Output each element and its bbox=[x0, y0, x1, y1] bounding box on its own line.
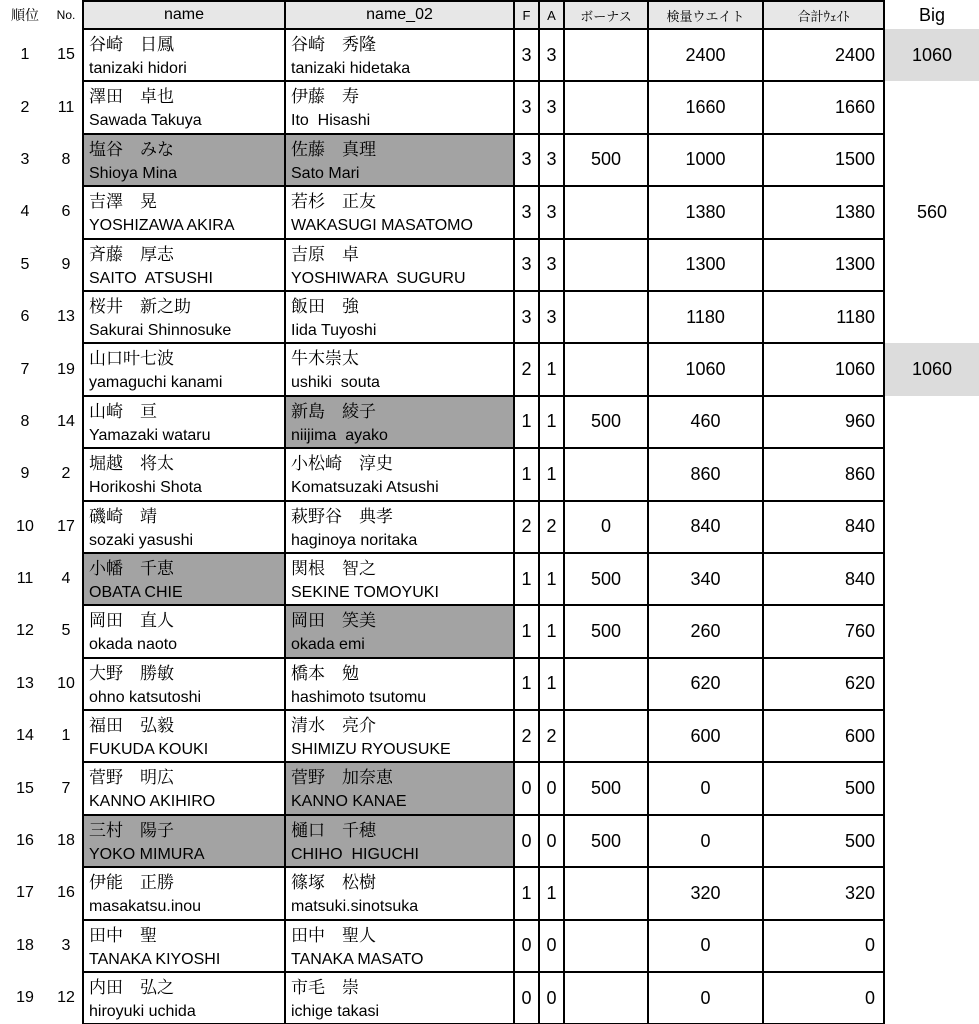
table-row bbox=[0, 710, 979, 762]
entry-number-cell: 8 bbox=[61, 150, 71, 168]
rank-cell: 14 bbox=[16, 727, 34, 745]
entry-number-cell: 5 bbox=[61, 622, 71, 640]
rank-cell: 15 bbox=[16, 779, 34, 797]
f-count-cell: 1 bbox=[514, 867, 539, 919]
bonus-cell bbox=[564, 920, 648, 972]
angler1-name-cell bbox=[83, 448, 285, 500]
table-row bbox=[0, 343, 979, 395]
total-weight-cell: 0 bbox=[763, 972, 884, 1024]
big-fish-cell bbox=[884, 501, 979, 553]
angler1-kanji-name: 菅野 明広 bbox=[89, 768, 174, 788]
big-fish-cell bbox=[884, 448, 979, 500]
angler1-romaji-name: Yamazaki wataru bbox=[89, 426, 211, 444]
angler1-romaji-name: Horikoshi Shota bbox=[89, 479, 202, 497]
bonus-cell: 500 bbox=[564, 762, 648, 814]
angler2-romaji-name: okada emi bbox=[291, 636, 365, 654]
rank-cell: 4 bbox=[20, 203, 30, 221]
total-weight-cell: 620 bbox=[763, 658, 884, 710]
f-count-cell: 3 bbox=[514, 134, 539, 186]
angler2-romaji-name: ichige takasi bbox=[291, 1003, 380, 1021]
angler2-kanji-name: 伊藤 寿 bbox=[291, 87, 359, 107]
entry-number-cell: 14 bbox=[57, 412, 75, 430]
big-fish-cell: 560 bbox=[916, 201, 948, 222]
angler2-name-cell bbox=[285, 867, 514, 919]
big-fish-cell bbox=[884, 81, 979, 133]
weighed-weight-cell: 2400 bbox=[648, 29, 763, 81]
angler1-kanji-name: 斉藤 厚志 bbox=[89, 244, 174, 264]
weighed-weight-cell: 620 bbox=[648, 658, 763, 710]
angler2-kanji-name: 飯田 強 bbox=[291, 296, 359, 316]
angler1-romaji-name: TANAKA KIYOSHI bbox=[89, 950, 221, 968]
f-count-cell: 0 bbox=[514, 920, 539, 972]
entry-number-cell: 10 bbox=[57, 674, 75, 692]
angler1-kanji-name: 谷崎 日鳳 bbox=[89, 35, 174, 54]
weighed-weight-cell: 860 bbox=[648, 448, 763, 500]
bonus-cell bbox=[564, 81, 648, 133]
angler2-kanji-name: 関根 智之 bbox=[291, 558, 376, 578]
total-weight-cell: 320 bbox=[763, 867, 884, 919]
a-count-cell: 1 bbox=[539, 658, 564, 710]
angler1-kanji-name: 内田 弘之 bbox=[89, 978, 174, 998]
angler2-romaji-name: TANAKA MASATO bbox=[291, 950, 424, 968]
weighed-weight-cell: 840 bbox=[648, 501, 763, 553]
angler1-romaji-name: masakatsu.inou bbox=[89, 898, 202, 916]
table-row bbox=[0, 920, 979, 972]
big-fish-cell: 1060 bbox=[884, 29, 979, 81]
f-count-cell: 2 bbox=[514, 501, 539, 553]
angler2-kanji-name: 樋口 千穂 bbox=[291, 820, 376, 840]
angler1-romaji-name: ohno katsutoshi bbox=[89, 688, 202, 706]
bonus-cell bbox=[564, 972, 648, 1024]
angler1-name-cell bbox=[83, 29, 285, 81]
angler1-romaji-name: okada naoto bbox=[89, 636, 178, 654]
angler2-name-cell bbox=[285, 81, 514, 133]
f-count-cell: 1 bbox=[514, 396, 539, 448]
entry-number-cell: 7 bbox=[61, 779, 71, 797]
angler2-name-cell bbox=[285, 186, 514, 238]
angler1-name-cell bbox=[83, 239, 285, 291]
angler1-name-cell bbox=[83, 501, 285, 553]
angler2-name-cell bbox=[285, 710, 514, 762]
entry-number-cell: 15 bbox=[57, 46, 75, 64]
total-weight-cell: 1500 bbox=[763, 134, 884, 186]
angler2-romaji-name: SHIMIZU RYOUSUKE bbox=[291, 741, 451, 759]
angler2-name-cell bbox=[285, 815, 514, 867]
total-weight-cell: 500 bbox=[763, 815, 884, 867]
angler2-kanji-name: 谷崎 秀隆 bbox=[291, 35, 376, 54]
bonus-cell bbox=[564, 186, 648, 238]
bonus-cell: 0 bbox=[564, 501, 648, 553]
angler2-romaji-name: Sato Mari bbox=[291, 164, 360, 182]
angler1-name-cell bbox=[83, 815, 285, 867]
angler2-romaji-name: Iida Tuyoshi bbox=[291, 321, 377, 339]
big-fish-cell: 1060 bbox=[884, 343, 979, 395]
entry-number-cell: 9 bbox=[61, 255, 71, 273]
angler2-name-cell bbox=[285, 239, 514, 291]
bonus-cell bbox=[564, 448, 648, 500]
angler1-name-cell bbox=[83, 658, 285, 710]
total-weight-cell: 1060 bbox=[763, 343, 884, 395]
col-header-name: name bbox=[83, 1, 285, 29]
total-weight-cell: 840 bbox=[763, 501, 884, 553]
angler1-kanji-name: 小幡 千恵 bbox=[89, 558, 174, 578]
angler2-name-cell bbox=[285, 134, 514, 186]
angler2-name-cell bbox=[285, 553, 514, 605]
col-header-big: Big bbox=[918, 4, 945, 25]
rank-cell: 12 bbox=[16, 622, 34, 640]
f-count-cell: 0 bbox=[514, 762, 539, 814]
angler2-name-cell bbox=[285, 972, 514, 1024]
angler2-kanji-name: 岡田 笑美 bbox=[291, 611, 376, 631]
table-row bbox=[0, 186, 979, 238]
angler1-kanji-name: 磯崎 靖 bbox=[89, 506, 157, 526]
f-count-cell: 2 bbox=[514, 710, 539, 762]
big-fish-cell bbox=[884, 920, 979, 972]
total-weight-cell: 2400 bbox=[763, 29, 884, 81]
angler2-name-cell bbox=[285, 291, 514, 343]
a-count-cell: 0 bbox=[539, 972, 564, 1024]
angler2-name-cell bbox=[285, 29, 514, 81]
angler2-romaji-name: tanizaki hidetaka bbox=[291, 60, 411, 77]
angler1-kanji-name: 福田 弘毅 bbox=[89, 716, 174, 736]
angler2-kanji-name: 篠塚 松樹 bbox=[291, 873, 376, 893]
rank-cell: 5 bbox=[20, 255, 30, 273]
entry-number-cell: 19 bbox=[57, 360, 75, 378]
angler1-romaji-name: Shioya Mina bbox=[89, 164, 178, 182]
big-fish-cell bbox=[884, 762, 979, 814]
angler2-kanji-name: 萩野谷 典孝 bbox=[291, 506, 393, 526]
angler1-romaji-name: Sakurai Shinnosuke bbox=[89, 321, 232, 339]
weighed-weight-cell: 1180 bbox=[648, 291, 763, 343]
col-header-weighed-weight: 検量ウエイト bbox=[648, 1, 763, 29]
angler1-romaji-name: tanizaki hidori bbox=[89, 60, 187, 77]
col-header-total-weight: 合計ｳｪｲﾄ bbox=[763, 1, 884, 29]
rank-cell: 16 bbox=[16, 832, 34, 850]
angler2-romaji-name: ushiki souta bbox=[291, 374, 380, 392]
angler1-kanji-name: 吉澤 晃 bbox=[89, 192, 157, 212]
angler1-kanji-name: 大野 勝敏 bbox=[89, 663, 174, 683]
entry-number-cell: 6 bbox=[61, 203, 71, 221]
big-fish-cell bbox=[884, 658, 979, 710]
big-fish-cell bbox=[884, 815, 979, 867]
rank-cell: 3 bbox=[20, 150, 30, 168]
f-count-cell: 0 bbox=[514, 815, 539, 867]
rank-cell: 8 bbox=[20, 412, 30, 430]
rank-cell: 11 bbox=[16, 570, 34, 588]
angler2-romaji-name: KANNO KANAE bbox=[291, 793, 407, 811]
angler1-name-cell bbox=[83, 81, 285, 133]
f-count-cell: 1 bbox=[514, 553, 539, 605]
angler1-kanji-name: 山口叶七波 bbox=[89, 349, 174, 369]
angler2-kanji-name: 清水 亮介 bbox=[291, 716, 376, 736]
rank-cell: 2 bbox=[20, 98, 30, 116]
f-count-cell: 1 bbox=[514, 605, 539, 657]
weighed-weight-cell: 0 bbox=[648, 920, 763, 972]
angler1-name-cell bbox=[83, 134, 285, 186]
total-weight-cell: 1380 bbox=[763, 186, 884, 238]
entry-number-cell: 18 bbox=[57, 832, 75, 850]
angler2-name-cell bbox=[285, 396, 514, 448]
total-weight-cell: 960 bbox=[763, 396, 884, 448]
f-count-cell: 1 bbox=[514, 658, 539, 710]
big-fish-cell bbox=[884, 553, 979, 605]
a-count-cell: 0 bbox=[539, 920, 564, 972]
total-weight-cell: 760 bbox=[763, 605, 884, 657]
total-weight-cell: 0 bbox=[763, 920, 884, 972]
f-count-cell: 2 bbox=[514, 343, 539, 395]
angler1-kanji-name: 山崎 亘 bbox=[89, 401, 157, 421]
f-count-cell: 3 bbox=[514, 291, 539, 343]
rank-cell: 10 bbox=[16, 517, 34, 535]
angler1-name-cell bbox=[83, 186, 285, 238]
big-fish-cell bbox=[884, 710, 979, 762]
angler2-romaji-name: WAKASUGI MASATOMO bbox=[291, 217, 473, 235]
weighed-weight-cell: 1060 bbox=[648, 343, 763, 395]
angler2-name-cell bbox=[285, 501, 514, 553]
entry-number-cell: 3 bbox=[61, 936, 71, 954]
angler2-romaji-name: SEKINE TOMOYUKI bbox=[291, 583, 439, 601]
angler1-kanji-name: 澤田 卓也 bbox=[89, 87, 174, 107]
rank-cell: 9 bbox=[20, 465, 30, 483]
big-fish-cell bbox=[884, 134, 979, 186]
bonus-cell bbox=[564, 867, 648, 919]
table-row bbox=[0, 762, 979, 814]
bonus-cell bbox=[564, 658, 648, 710]
a-count-cell: 0 bbox=[539, 815, 564, 867]
a-count-cell: 1 bbox=[539, 448, 564, 500]
weighed-weight-cell: 0 bbox=[648, 762, 763, 814]
weighed-weight-cell: 260 bbox=[648, 605, 763, 657]
angler2-name-cell bbox=[285, 658, 514, 710]
bonus-cell bbox=[564, 29, 648, 81]
a-count-cell: 1 bbox=[539, 867, 564, 919]
rank-cell: 17 bbox=[16, 884, 34, 902]
angler2-romaji-name: haginoya noritaka bbox=[291, 531, 418, 549]
table-row bbox=[0, 972, 979, 1024]
rank-cell: 13 bbox=[16, 674, 34, 692]
angler1-name-cell bbox=[83, 972, 285, 1024]
entry-number-cell: 13 bbox=[57, 308, 75, 326]
table-row bbox=[0, 815, 979, 867]
angler2-romaji-name: Komatsuzaki Atsushi bbox=[291, 479, 439, 497]
f-count-cell: 3 bbox=[514, 81, 539, 133]
angler2-romaji-name: CHIHO HIGUCHI bbox=[291, 845, 419, 863]
angler2-romaji-name: YOSHIWARA SUGURU bbox=[291, 269, 466, 287]
angler2-name-cell bbox=[285, 448, 514, 500]
f-count-cell: 3 bbox=[514, 239, 539, 291]
angler1-kanji-name: 伊能 正勝 bbox=[89, 873, 174, 893]
table-row bbox=[0, 501, 979, 553]
angler1-name-cell bbox=[83, 867, 285, 919]
table-body bbox=[0, 29, 979, 1024]
angler2-name-cell bbox=[285, 343, 514, 395]
weighed-weight-cell: 0 bbox=[648, 972, 763, 1024]
entry-number-cell: 4 bbox=[61, 570, 71, 588]
table-row bbox=[0, 239, 979, 291]
table-row bbox=[0, 867, 979, 919]
angler1-kanji-name: 岡田 直人 bbox=[89, 611, 174, 631]
bonus-cell bbox=[564, 710, 648, 762]
table-row bbox=[0, 291, 979, 343]
angler1-romaji-name: KANNO AKIHIRO bbox=[89, 793, 216, 811]
total-weight-cell: 1300 bbox=[763, 239, 884, 291]
f-count-cell: 1 bbox=[514, 448, 539, 500]
a-count-cell: 3 bbox=[539, 134, 564, 186]
col-header-name02: name_02 bbox=[285, 1, 514, 29]
big-fish-cell bbox=[884, 972, 979, 1024]
weighed-weight-cell: 1380 bbox=[648, 186, 763, 238]
angler2-kanji-name: 橋本 勉 bbox=[291, 663, 359, 683]
table-row bbox=[0, 29, 979, 81]
a-count-cell: 3 bbox=[539, 239, 564, 291]
angler1-name-cell bbox=[83, 920, 285, 972]
bonus-cell bbox=[564, 291, 648, 343]
angler2-kanji-name: 市毛 崇 bbox=[291, 978, 359, 998]
angler1-romaji-name: sozaki yasushi bbox=[89, 531, 194, 549]
bonus-cell: 500 bbox=[564, 134, 648, 186]
weighed-weight-cell: 320 bbox=[648, 867, 763, 919]
bonus-cell: 500 bbox=[564, 553, 648, 605]
header-row bbox=[0, 1, 979, 29]
angler2-romaji-name: Ito Hisashi bbox=[291, 112, 371, 130]
angler1-romaji-name: SAITO ATSUSHI bbox=[89, 269, 213, 287]
table-row bbox=[0, 605, 979, 657]
weighed-weight-cell: 1300 bbox=[648, 239, 763, 291]
total-weight-cell: 1660 bbox=[763, 81, 884, 133]
angler1-romaji-name: hiroyuki uchida bbox=[89, 1003, 196, 1021]
angler2-kanji-name: 菅野 加奈恵 bbox=[291, 768, 393, 788]
angler1-romaji-name: Sawada Takuya bbox=[89, 112, 202, 130]
weighed-weight-cell: 1000 bbox=[648, 134, 763, 186]
a-count-cell: 1 bbox=[539, 553, 564, 605]
a-count-cell: 1 bbox=[539, 605, 564, 657]
a-count-cell: 1 bbox=[539, 343, 564, 395]
angler1-name-cell bbox=[83, 605, 285, 657]
f-count-cell: 3 bbox=[514, 29, 539, 81]
a-count-cell: 2 bbox=[539, 710, 564, 762]
angler2-kanji-name: 田中 聖人 bbox=[291, 925, 376, 945]
total-weight-cell: 1180 bbox=[763, 291, 884, 343]
angler1-name-cell bbox=[83, 710, 285, 762]
angler2-romaji-name: hashimoto tsutomu bbox=[291, 688, 427, 706]
angler1-kanji-name: 田中 聖 bbox=[89, 925, 157, 945]
col-header-rank: 順位 bbox=[11, 7, 39, 23]
entry-number-cell: 17 bbox=[57, 517, 75, 535]
angler1-romaji-name: OBATA CHIE bbox=[89, 583, 183, 601]
entry-number-cell: 12 bbox=[57, 989, 75, 1007]
rank-cell: 6 bbox=[20, 308, 30, 326]
angler1-romaji-name: yamaguchi kanami bbox=[89, 374, 223, 392]
rank-cell: 19 bbox=[16, 989, 34, 1007]
angler1-name-cell bbox=[83, 553, 285, 605]
angler1-kanji-name: 堀越 将太 bbox=[89, 454, 174, 474]
table-row bbox=[0, 134, 979, 186]
weighed-weight-cell: 0 bbox=[648, 815, 763, 867]
total-weight-cell: 860 bbox=[763, 448, 884, 500]
rank-cell: 18 bbox=[16, 936, 34, 954]
angler2-name-cell bbox=[285, 605, 514, 657]
table-row bbox=[0, 658, 979, 710]
angler2-romaji-name: niijima ayako bbox=[291, 426, 388, 444]
big-fish-cell bbox=[884, 239, 979, 291]
f-count-cell: 0 bbox=[514, 972, 539, 1024]
entry-number-cell: 1 bbox=[61, 727, 71, 745]
angler2-kanji-name: 牛木崇太 bbox=[291, 349, 359, 369]
angler1-name-cell bbox=[83, 762, 285, 814]
angler2-name-cell bbox=[285, 762, 514, 814]
angler2-kanji-name: 吉原 卓 bbox=[291, 244, 359, 264]
angler1-romaji-name: YOKO MIMURA bbox=[89, 845, 205, 863]
a-count-cell: 3 bbox=[539, 81, 564, 133]
bonus-cell: 500 bbox=[564, 815, 648, 867]
total-weight-cell: 500 bbox=[763, 762, 884, 814]
total-weight-cell: 840 bbox=[763, 553, 884, 605]
total-weight-cell: 600 bbox=[763, 710, 884, 762]
a-count-cell: 3 bbox=[539, 29, 564, 81]
angler2-kanji-name: 佐藤 真理 bbox=[291, 139, 376, 159]
bonus-cell bbox=[564, 239, 648, 291]
col-header-f: F bbox=[514, 1, 539, 29]
table-row bbox=[0, 396, 979, 448]
weighed-weight-cell: 600 bbox=[648, 710, 763, 762]
a-count-cell: 2 bbox=[539, 501, 564, 553]
table-row bbox=[0, 448, 979, 500]
angler1-name-cell bbox=[83, 396, 285, 448]
table-row bbox=[0, 81, 979, 133]
angler1-name-cell bbox=[83, 343, 285, 395]
bonus-cell: 500 bbox=[564, 605, 648, 657]
col-header-no: No. bbox=[56, 8, 76, 22]
col-header-a: A bbox=[539, 1, 564, 29]
weighed-weight-cell: 1660 bbox=[648, 81, 763, 133]
entry-number-cell: 2 bbox=[61, 465, 71, 483]
big-fish-cell bbox=[884, 605, 979, 657]
angler2-romaji-name: matsuki.sinotsuka bbox=[291, 898, 419, 916]
a-count-cell: 0 bbox=[539, 762, 564, 814]
big-fish-cell bbox=[884, 291, 979, 343]
angler1-romaji-name: FUKUDA KOUKI bbox=[89, 741, 209, 759]
angler1-kanji-name: 桜井 新之助 bbox=[89, 296, 191, 316]
weighed-weight-cell: 340 bbox=[648, 553, 763, 605]
angler2-kanji-name: 小松崎 淳史 bbox=[291, 454, 393, 474]
big-fish-cell bbox=[884, 867, 979, 919]
angler1-kanji-name: 塩谷 みな bbox=[89, 139, 174, 159]
angler1-name-cell bbox=[83, 291, 285, 343]
a-count-cell: 3 bbox=[539, 291, 564, 343]
a-count-cell: 3 bbox=[539, 186, 564, 238]
angler2-kanji-name: 新島 綾子 bbox=[291, 401, 376, 421]
col-header-bonus: ボーナス bbox=[564, 1, 648, 29]
a-count-cell: 1 bbox=[539, 396, 564, 448]
angler2-kanji-name: 若杉 正友 bbox=[291, 192, 376, 212]
entry-number-cell: 16 bbox=[57, 884, 75, 902]
bonus-cell bbox=[564, 343, 648, 395]
big-fish-cell bbox=[884, 396, 979, 448]
table-row bbox=[0, 553, 979, 605]
weighed-weight-cell: 460 bbox=[648, 396, 763, 448]
angler1-romaji-name: YOSHIZAWA AKIRA bbox=[89, 217, 235, 235]
angler2-name-cell bbox=[285, 920, 514, 972]
rank-cell: 1 bbox=[20, 46, 30, 64]
rank-cell: 7 bbox=[20, 360, 30, 378]
bonus-cell: 500 bbox=[564, 396, 648, 448]
angler1-kanji-name: 三村 陽子 bbox=[89, 820, 174, 840]
f-count-cell: 3 bbox=[514, 186, 539, 238]
entry-number-cell: 11 bbox=[57, 98, 75, 116]
